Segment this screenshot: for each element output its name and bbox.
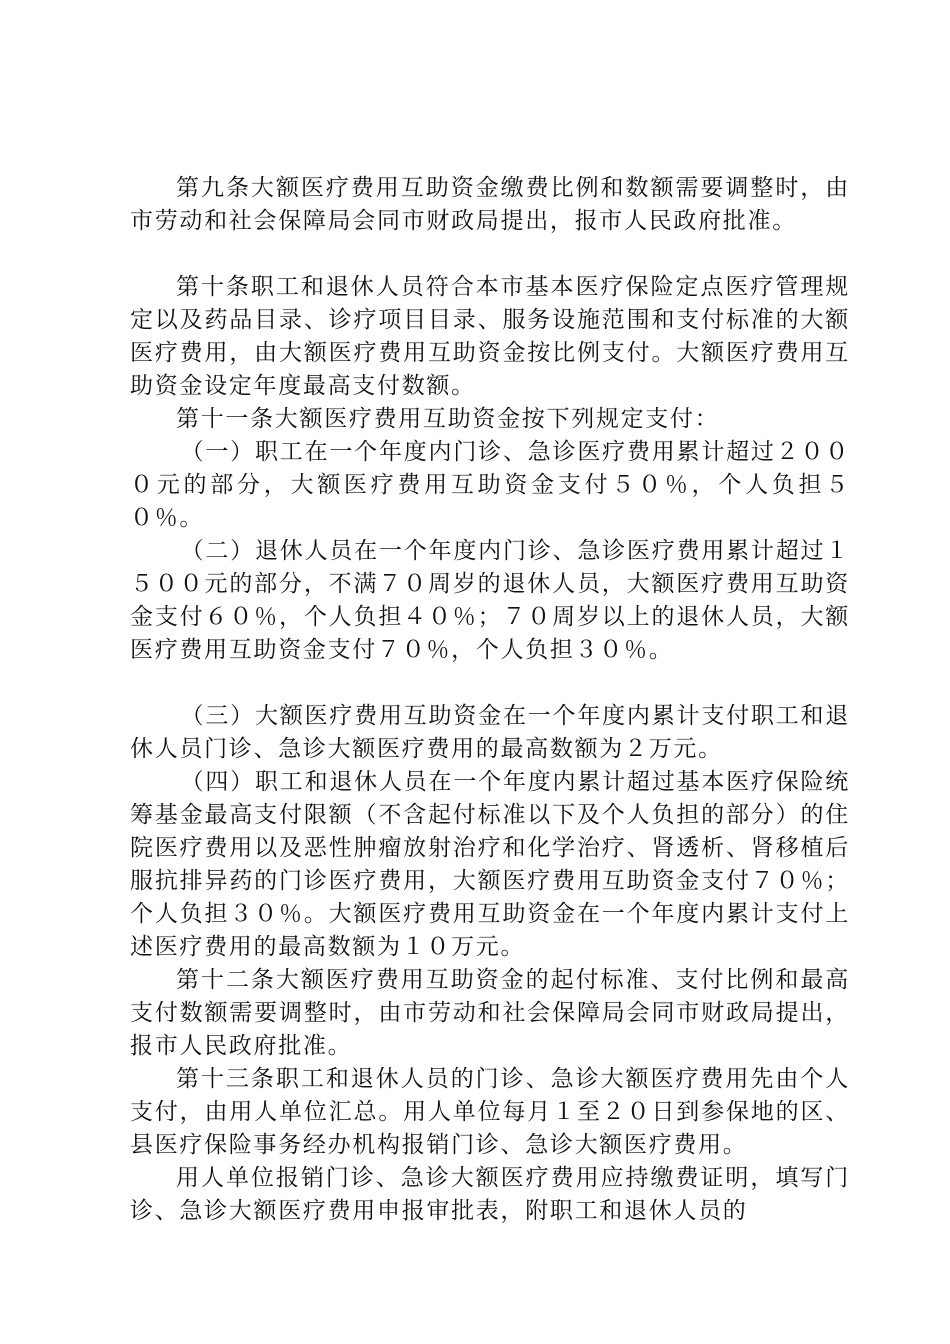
paragraph-article-11: 第十一条大额医疗费用互助资金按下列规定支付： [176,406,720,432]
paragraph-item-2: （二）退休人员在一个年度内门诊、急诊医疗费用累计超过１５００元的部分，不满７０周岁的退休人员，大额医疗费用互助资金支付６０％，个人负担４０％；７０周岁以上的退休人员，大额医疗费用互助资金支付７０％，个人负担３０％。 [130,538,850,663]
paragraph-item-1: （一）职工在一个年度内门诊、急诊医疗费用累计超过２０００元的部分，大额医疗费用互助资金支付５０％，个人负担５０％。 [130,439,850,531]
document-body [130,172,850,1228]
paragraph-reimbursement: 用人单位报销门诊、急诊大额医疗费用应持缴费证明，填写门诊、急诊大额医疗费用申报审批表，附职工和退休人员的 [130,1165,850,1224]
paragraph-article-12: 第十二条大额医疗费用互助资金的起付标准、支付比例和最高支付数额需要调整时，由市劳动和社会保障局会同市财政局提出，报市人民政府批准。 [130,967,850,1059]
paragraph-item-4: （四）职工和退休人员在一个年度内累计超过基本医疗保险统筹基金最高支付限额（不含起付标准以下及个人负担的部分）的住院医疗费用以及恶性肿瘤放射治疗和化学治疗、肾透析、肾移植后服抗排异药的门诊医疗费用，大额医疗费用互助资金支付７０％；个人负担３０％。大额医疗费用互助资金在一个年度内累计支付上述医疗费用的最高数额为１０万元。 [130,769,850,960]
paragraph-article-13: 第十三条职工和退休人员的门诊、急诊大额医疗费用先由个人支付，由用人单位汇总。用人单位每月１至２０日到参保地的区、县医疗保险事务经办机构报销门诊、急诊大额医疗费用。 [130,1066,850,1158]
paragraph-article-9: 第九条大额医疗费用互助资金缴费比例和数额需要调整时，由市劳动和社会保障局会同市财政局提出，报市人民政府批准。 [130,175,850,234]
paragraph-item-3: （三）大额医疗费用互助资金在一个年度内累计支付职工和退休人员门诊、急诊大额医疗费用的最高数额为２万元。 [130,703,850,762]
paragraph-article-10: 第十条职工和退休人员符合本市基本医疗保险定点医疗管理规定以及药品目录、诊疗项目目录、服务设施范围和支付标准的大额医疗费用，由大额医疗费用互助资金按比例支付。大额医疗费用互助资金设定年度最高支付数额。 [130,274,850,399]
